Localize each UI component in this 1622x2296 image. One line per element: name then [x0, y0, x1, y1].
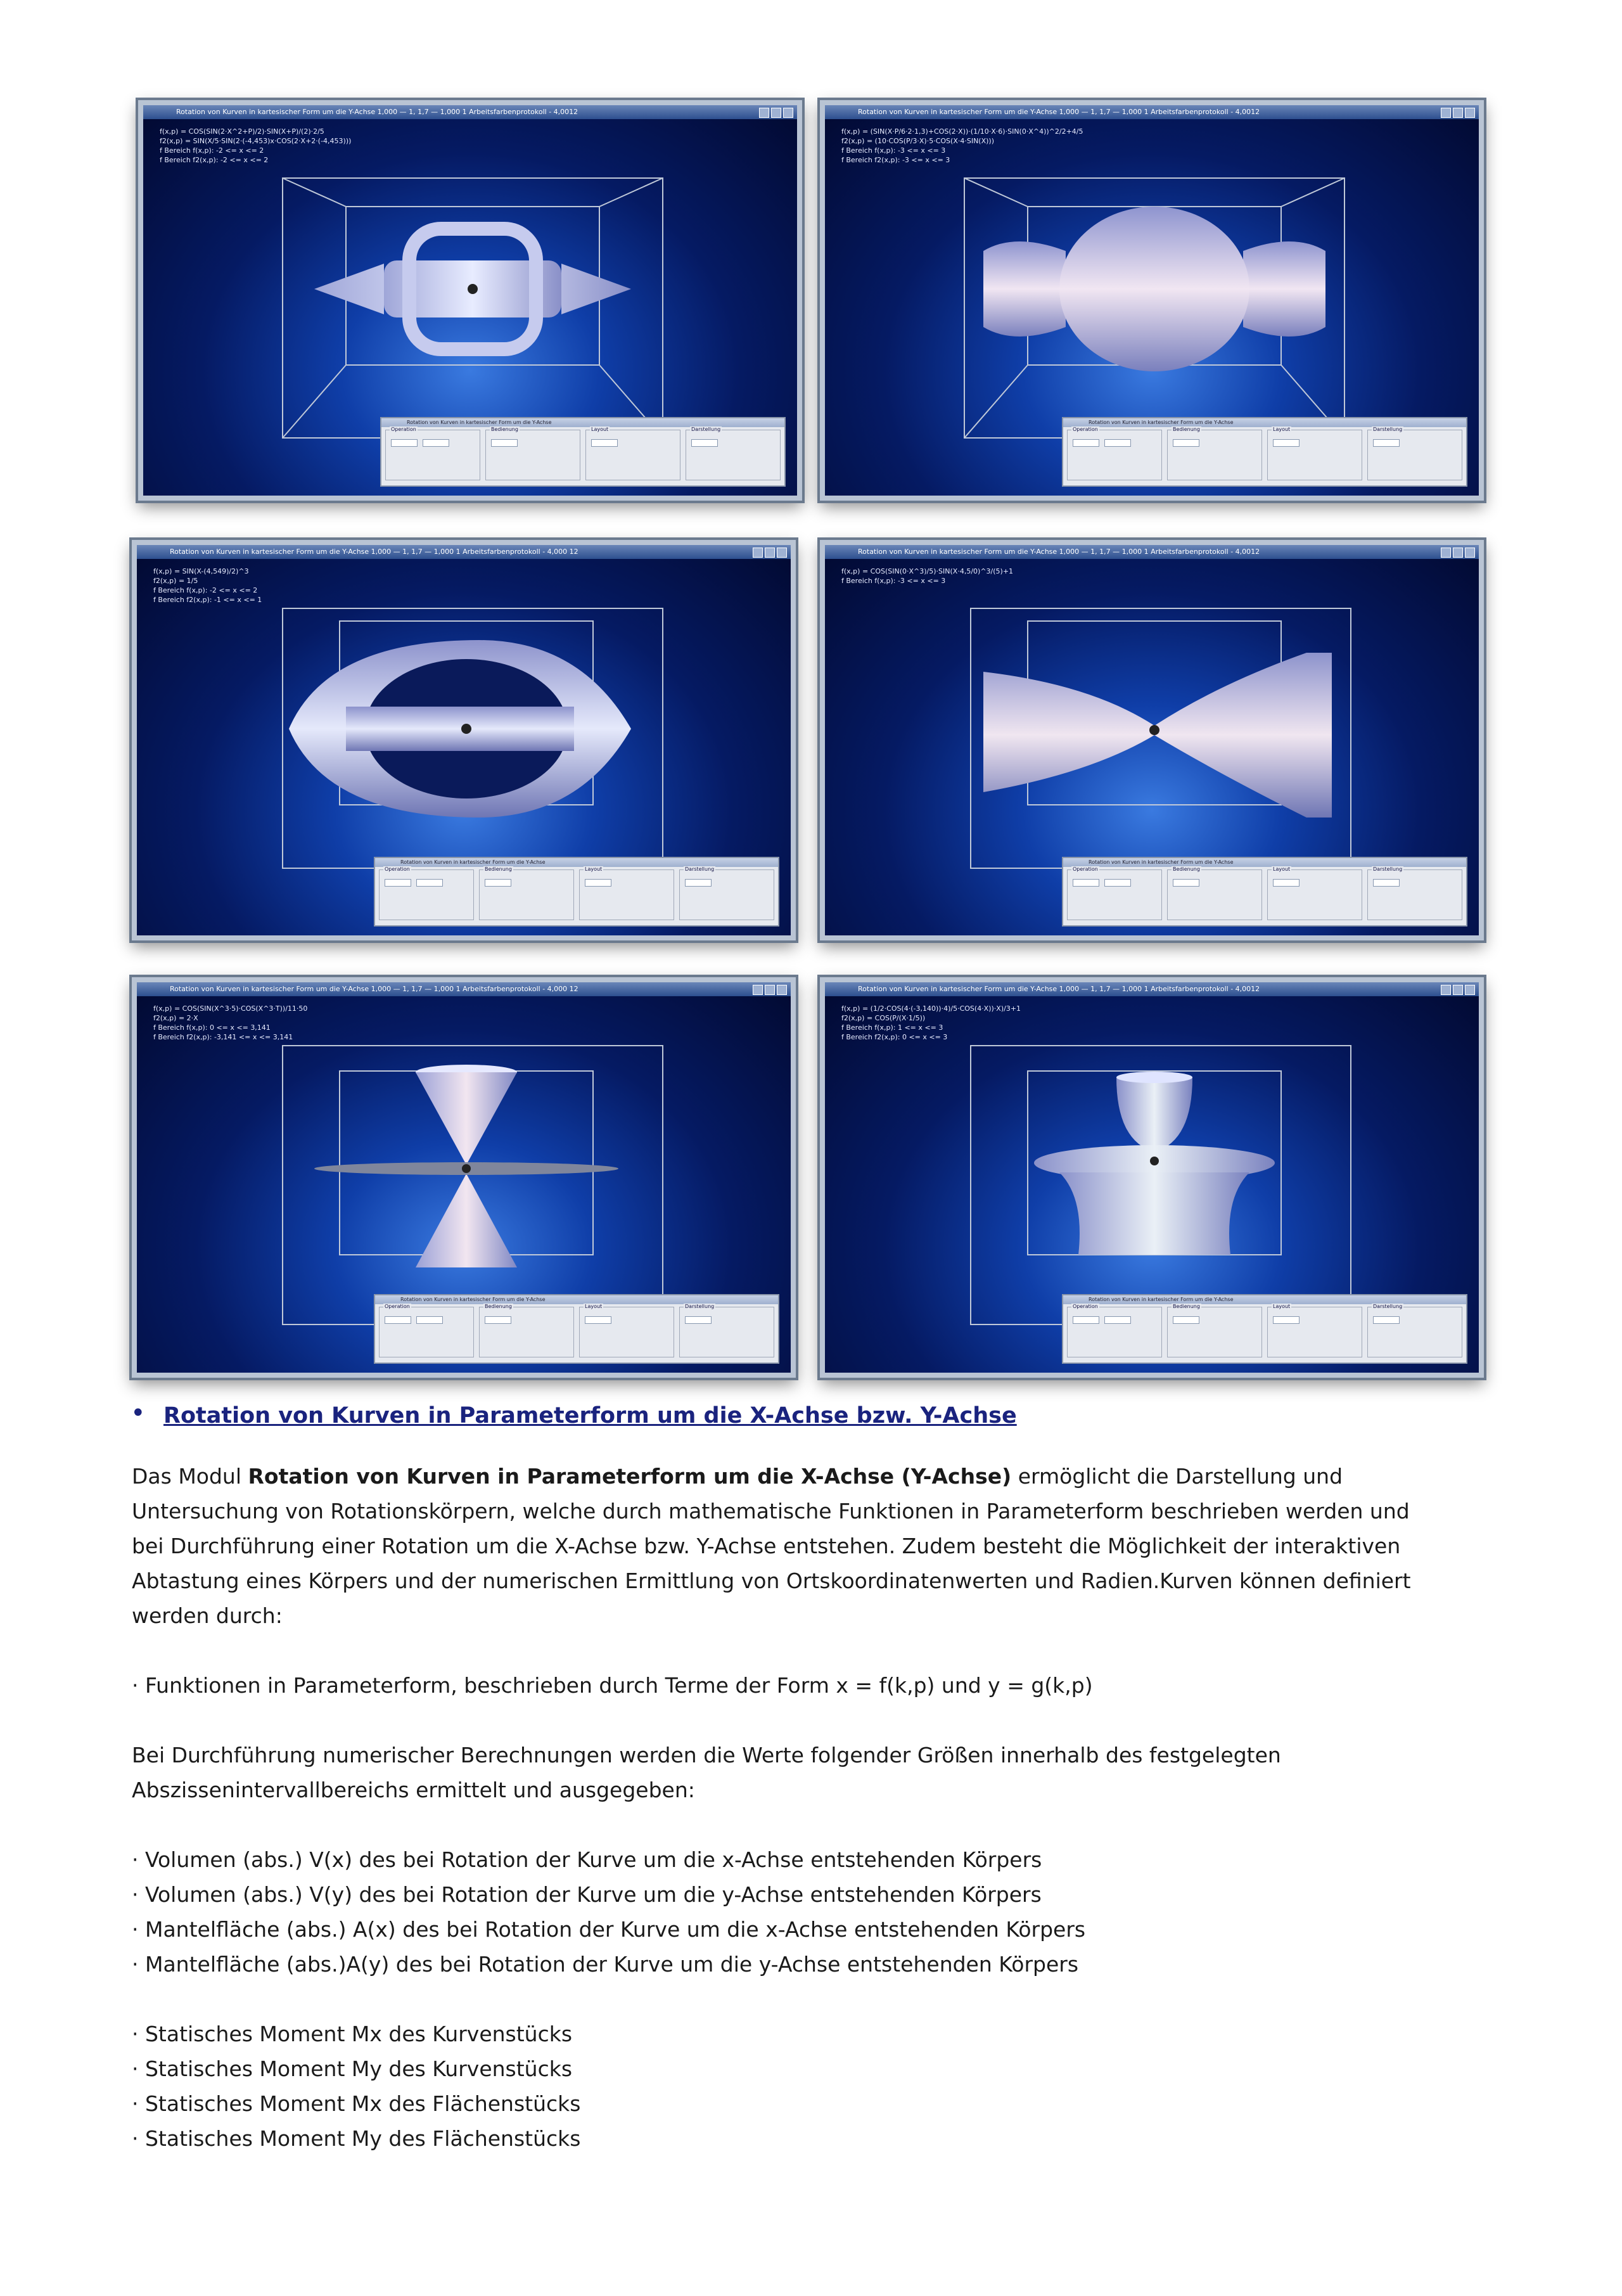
- definition-item: · Funktionen in Parameterform, beschrieben durch Terme der Form x = f(k,p) und y = g(k,p): [132, 1673, 1093, 1698]
- screenshot-5: [132, 977, 796, 1378]
- list-item: · Statisches Moment Mx des Kurvenstücks: [132, 2022, 573, 2046]
- screenshot-1: [138, 100, 802, 501]
- list-item: · Statisches Moment Mx des Flächenstücks: [132, 2091, 581, 2116]
- control-panel: Rotation von Kurven in kartesischer Form um die Y-Achse Operation Bedienung Layout Darstellung: [380, 417, 786, 487]
- list-item: · Statisches Moment My des Flächenstücks: [132, 2126, 581, 2151]
- list-item: · Volumen (abs.) V(y) des bei Rotation der Kurve um die y-Achse entstehenden Körpers: [132, 1882, 1042, 1907]
- formula-block: f(x,p) = COS(SIN(X^3·5)·COS(X^3·T))/11·50 f2(x,p) = 2·X f Bereich f(x,p): 0 <= x <= 3,141 f Bereich f2(x,p): -3,141 <= x <= 3,141: [153, 1004, 308, 1041]
- formula-block: f(x,p) = (SIN(X·P/6·2·1,3)+COS(2·X))·(1/10·X·6)·SIN(0·X^4))^2/2+4/5 f2(x,p) = (10·COS(P/3·X)·5·COS(X·4·SIN(X))) f Bereich f(x,p): -3 <= x <= 3 f Bereich f2(x,p): -3 <= x <= 3: [841, 127, 1083, 164]
- list-item: · Mantelfläche (abs.)A(y) des bei Rotation der Kurve um die y-Achse entstehenden Körpers: [132, 1952, 1079, 1977]
- window-titlebar: Rotation von Kurven in kartesischer Form um die Y-Achse 1,000 — 1, 1,7 — 1,000 1 Arbeitsfarbenprotokoll - 4,0012: [825, 982, 1479, 996]
- control-panel: Rotation von Kurven in kartesischer Form um die Y-Achse Operation Bedienung Layout Darstellung: [1062, 417, 1467, 487]
- calc-line-2: Abszissenintervallbereichs ermittelt und ausgegeben:: [132, 1778, 695, 1802]
- intro-line-2: Untersuchung von Rotationskörpern, welche durch mathematische Funktionen in Parameterform beschrieben werden und: [132, 1499, 1410, 1523]
- intro-line-5: werden durch:: [132, 1603, 283, 1628]
- screenshot-3: [132, 540, 796, 940]
- window-titlebar: Rotation von Kurven in kartesischer Form um die Y-Achse 1,000 — 1, 1,7 — 1,000 1 Arbeitsfarbenprotokoll - 4,0012: [825, 545, 1479, 559]
- screenshot-2: [820, 100, 1484, 501]
- calc-line-1: Bei Durchführung numerischer Berechnungen werden die Werte folgender Größen innerhalb des festgelegten: [132, 1743, 1281, 1767]
- screenshot-4: [820, 540, 1484, 940]
- list-item: · Mantelfläche (abs.) A(x) des bei Rotation der Kurve um die x-Achse entstehenden Körpers: [132, 1917, 1086, 1942]
- window-titlebar: Rotation von Kurven in kartesischer Form um die Y-Achse 1,000 — 1, 1,7 — 1,000 1 Arbeitsfarbenprotokoll - 4,0012: [143, 105, 797, 119]
- list-item: · Statisches Moment My des Kurvenstücks: [132, 2056, 573, 2081]
- formula-block: f(x,p) = SIN(X-(4,549)/2)^3 f2(x,p) = 1/5 f Bereich f(x,p): -2 <= x <= 2 f Bereich f2(x,p): -1 <= x <= 1: [153, 567, 262, 604]
- intro-line-1: Das Modul Rotation von Kurven in Parameterform um die X-Achse (Y-Achse) ermöglicht die Darstellung und: [132, 1464, 1343, 1489]
- bullet-icon: •: [131, 1399, 146, 1428]
- section-heading-link[interactable]: Rotation von Kurven in Parameterform um die X-Achse bzw. Y-Achse: [163, 1403, 1017, 1428]
- control-panel: Rotation von Kurven in kartesischer Form um die Y-Achse Operation Bedienung Layout Darstellung: [374, 1294, 779, 1364]
- formula-block: f(x,p) = COS(SIN(0·X^3)/5)·SIN(X·4,5/0)^3/(5)+1 f Bereich f(x,p): -3 <= x <= 3: [841, 567, 1014, 585]
- intro-line-3: bei Durchführung einer Rotation um die X-Achse bzw. Y-Achse entstehen. Zudem besteht die Möglichkeit der interaktiven: [132, 1534, 1401, 1558]
- window-titlebar: Rotation von Kurven in kartesischer Form um die Y-Achse 1,000 — 1, 1,7 — 1,000 1 Arbeitsfarbenprotokoll - 4,0012: [825, 105, 1479, 119]
- control-panel: Rotation von Kurven in kartesischer Form um die Y-Achse Operation Bedienung Layout Darstellung: [1062, 857, 1467, 927]
- screenshot-6: [820, 977, 1484, 1378]
- formula-block: f(x,p) = COS(SIN(2·X^2+P)/2)·SIN(X+P)/(2)·2/5 f2(x,p) = SIN(X/5·SIN(2·(-4,453)x·COS(2·X+2·(-4,453))) f Bereich f(x,p): -2 <= x <= 2 f Bereich f2(x,p): -2 <= x <= 2: [160, 127, 352, 164]
- window-titlebar: Rotation von Kurven in kartesischer Form um die Y-Achse 1,000 — 1, 1,7 — 1,000 1 Arbeitsfarbenprotokoll - 4,000 12: [137, 545, 791, 559]
- window-titlebar: Rotation von Kurven in kartesischer Form um die Y-Achse 1,000 — 1, 1,7 — 1,000 1 Arbeitsfarbenprotokoll - 4,000 12: [137, 982, 791, 996]
- control-panel: Rotation von Kurven in kartesischer Form um die Y-Achse Operation Bedienung Layout Darstellung: [374, 857, 779, 927]
- formula-block: f(x,p) = (1/2·COS(4·(-3,140))·4)/5·COS(4·X))·X)/3+1 f2(x,p) = COS(P/(X·1/5)) f Bereich f(x,p): 1 <= x <= 3 f Bereich f2(x,p): 0 <= x <= 3: [841, 1004, 1021, 1041]
- control-panel: Rotation von Kurven in kartesischer Form um die Y-Achse Operation Bedienung Layout Darstellung: [1062, 1294, 1467, 1364]
- intro-line-4: Abtastung eines Körpers und der numerischen Ermittlung von Ortskoordinatenwerten und Radien.Kurven können definiert: [132, 1568, 1411, 1593]
- list-item: · Volumen (abs.) V(x) des bei Rotation der Kurve um die x-Achse entstehenden Körpers: [132, 1847, 1042, 1872]
